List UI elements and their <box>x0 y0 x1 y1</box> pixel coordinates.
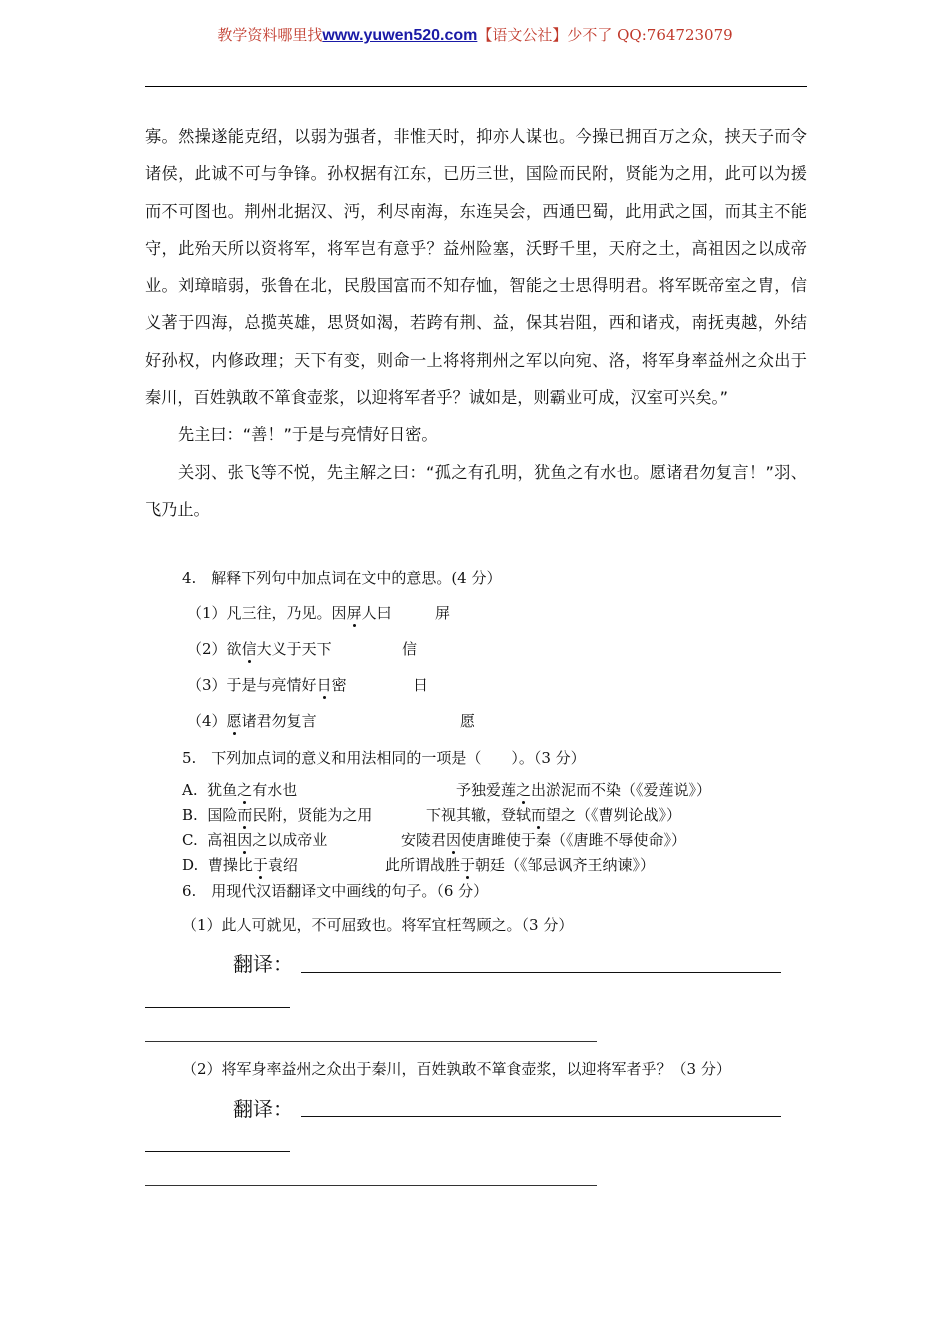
q5-option-a-post: 有水也 <box>252 781 298 799</box>
q4-item-2-dotted: 信 <box>241 640 257 658</box>
q4-item-1-num: （1） <box>187 604 227 622</box>
q5-option-c-pre: 高祖 <box>207 831 238 849</box>
passage-paragraph-1: 寡。然操遂能克绍，以弱为强者，非惟天时，抑亦人谋也。今操已拥百万之众，挟天子而令诸侯，此诚不可与争锋。孙权据有江东，已历三世，国险而民附，贤能为之用，此可以为援而不可图也。荆州北据汉、沔，利尽南海，东连吴会，西通巴蜀，此用武之国，而其主不能守，此殆天所以资将军，将军岂有意乎？益州险塞，沃野千里，天府之土，高祖因之以成帝业。刘璋暗弱，张鲁在北，民殷国富而不知存恤，智能之士思得明君。将军既帝室之胄，信义著于四海，总揽英雄，思贤如渴，若跨有荆、益，保其岩阻，西和诸戎，南抚夷越，外结好孙权，内修政理；天下有变，则命一上将将荆州之军以向宛、洛，将军身率益州之众出于秦川，百姓孰敢不箪食壶浆，以迎将军者乎？诚如是，则霸业可成，汉室可兴矣。” <box>145 127 807 408</box>
q5-option-c-left[interactable] <box>182 830 327 850</box>
q5-option-b-pre: 国险 <box>207 806 238 824</box>
q5-option-b-ref-post: 望之（《曹刿论战》） <box>546 806 682 824</box>
q4-item-4-dotted: 愿 <box>226 712 242 730</box>
q5-option-d-right <box>385 855 655 875</box>
q4-item-1-post: 人曰 <box>361 604 392 622</box>
q4-item-1-pre: 凡三往，乃见。因 <box>226 604 347 622</box>
q4-item-4-num: （4） <box>187 712 227 730</box>
q5-option-a-dotted: 之 <box>237 781 253 799</box>
q5-option-c-letter: C. <box>182 831 198 849</box>
q5-option-d-letter: D. <box>182 856 199 874</box>
q4-item-3-word: 日 <box>413 676 429 694</box>
q5-option-d-ref-pre: 此所谓战胜 <box>385 856 461 874</box>
q5-option-b-left[interactable] <box>182 805 372 825</box>
header-prefix: 教学资料哪里找 <box>217 26 323 44</box>
q6-2-answer-line-3[interactable] <box>145 1185 597 1186</box>
q4-item-2-word: 信 <box>402 640 418 658</box>
q5-option-c-ref-pre: 安陵君 <box>401 831 447 849</box>
q5-option-a-right <box>456 780 711 800</box>
q5-option-a-ref-post: 出淤泥而不染（《爱莲说》） <box>531 781 712 799</box>
q6-2-translation-label: 翻译： <box>233 1097 293 1121</box>
q5-option-d-post: 袁绍 <box>267 856 298 874</box>
q4-item-2 <box>187 639 332 659</box>
q5-option-a-left[interactable] <box>182 780 297 800</box>
q4-item-1 <box>187 603 392 623</box>
q5-option-b-post: 民附，贤能为之用 <box>252 806 373 824</box>
q6-2-answer-line-1[interactable] <box>301 1116 781 1117</box>
document-body <box>145 118 807 528</box>
q5-option-a-ref-pre: 予独爱莲 <box>456 781 517 799</box>
q4-item-3-dotted: 日 <box>316 676 332 694</box>
q5-option-c-ref-dotted: 因 <box>446 831 462 849</box>
q5-option-b-letter: B. <box>182 806 198 824</box>
q5-option-c-right <box>401 830 686 850</box>
passage-paragraph-3: 关羽、张飞等不悦，先主解之曰：“孤之有孔明，犹鱼之有水也。愿诸君勿复言！”羽、飞乃止。 <box>145 462 807 519</box>
q6-1-translation-label: 翻译： <box>233 952 293 976</box>
q5-option-b-dotted: 而 <box>237 806 253 824</box>
q6-sentence-1: （1）此人可就见，不可屈致也。将军宜枉驾顾之。（3 分） <box>182 916 574 934</box>
q4-item-1-dotted: 屏 <box>346 604 362 622</box>
q6-1-answer-line-2[interactable] <box>145 1007 290 1008</box>
q4-item-4-word: 愿 <box>460 712 476 730</box>
q4-item-3-num: （3） <box>187 676 227 694</box>
q5-option-c-dotted: 因 <box>237 831 253 849</box>
q4-item-3 <box>187 675 347 695</box>
header-suffix: 【语文公社】少不了 QQ:764723079 <box>477 26 733 44</box>
q6-stem: 6. 用现代汉语翻译文中画线的句子。（6 分） <box>182 882 489 900</box>
q5-option-a-pre: 犹鱼 <box>207 781 238 799</box>
q4-item-2-pre: 欲 <box>226 640 242 658</box>
q4-item-3-post: 密 <box>331 676 347 694</box>
q4-item-3-pre: 于是与亮情好 <box>226 676 317 694</box>
q4-item-1-word: 屏 <box>435 604 451 622</box>
q6-sentence-2: （2）将军身率益州之众出于秦川，百姓孰敢不箪食壶浆，以迎将军者乎？（3 分） <box>182 1060 731 1078</box>
q5-option-c-post: 之以成帝业 <box>252 831 328 849</box>
q5-option-d-ref-dotted: 于 <box>460 856 476 874</box>
passage-paragraph-2: 先主曰：“善！”于是与亮情好日密。 <box>178 425 438 445</box>
page-header <box>0 24 950 45</box>
q4-item-4-post: 诸君勿复言 <box>241 712 317 730</box>
q4-item-4 <box>187 711 317 731</box>
q5-stem: 5. 下列加点词的意义和用法相同的一项是（ ）。（3 分） <box>182 749 586 767</box>
q5-option-a-letter: A. <box>182 781 198 799</box>
header-divider <box>145 86 807 87</box>
q5-option-d-dotted: 于 <box>252 856 268 874</box>
q6-1-answer-line-3[interactable] <box>145 1041 597 1042</box>
q5-option-a-ref-dotted: 之 <box>516 781 532 799</box>
q5-option-c-ref-post: 使唐雎使于秦（《唐雎不辱使命》） <box>461 831 687 849</box>
q5-option-d-pre: 曹操比 <box>207 856 253 874</box>
q4-item-2-num: （2） <box>187 640 227 658</box>
q5-option-d-ref-post: 朝廷（《邹忌讽齐王纳谏》） <box>475 856 656 874</box>
q4-stem: 4. 解释下列句中加点词在文中的意思。(4 分） <box>182 569 502 587</box>
header-site-link[interactable]: www.yuwen520.com <box>322 27 478 44</box>
q6-2-answer-line-2[interactable] <box>145 1151 290 1152</box>
q4-item-2-post: 大义于天下 <box>256 640 332 658</box>
q5-option-b-ref-pre: 下视其辙，登轼 <box>426 806 532 824</box>
q5-option-b-ref-dotted: 而 <box>531 806 547 824</box>
q5-option-b-right <box>426 805 681 825</box>
q5-option-d-left[interactable] <box>182 855 298 875</box>
q6-1-answer-line-1[interactable] <box>301 972 781 973</box>
